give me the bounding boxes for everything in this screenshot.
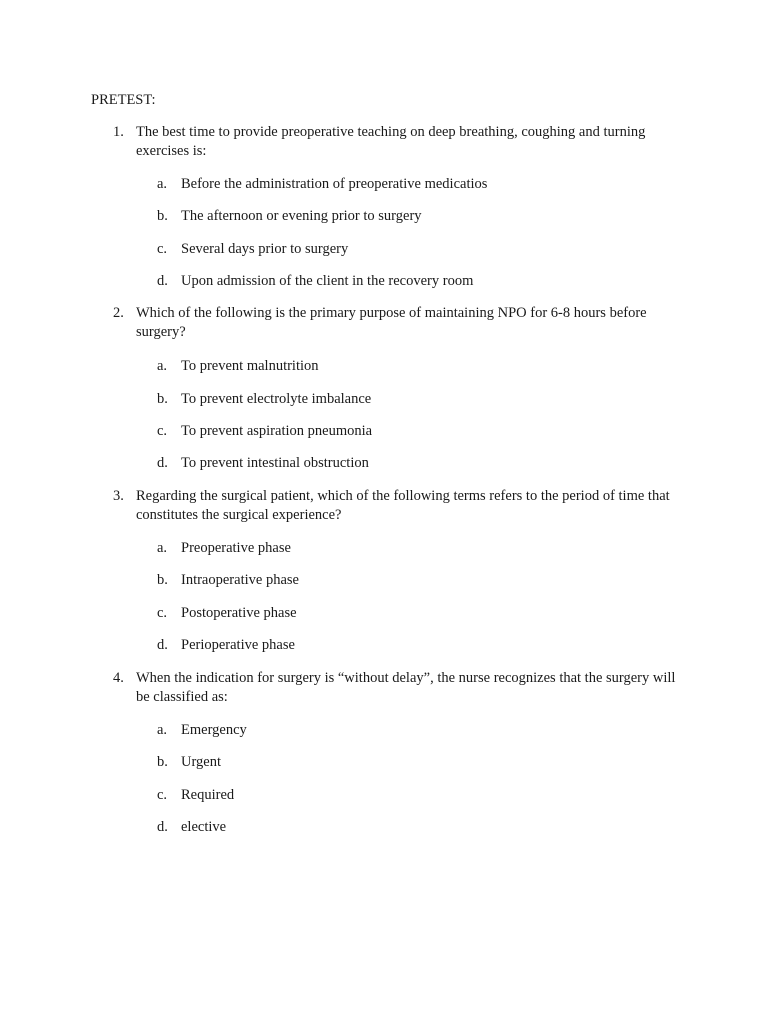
option-letter: d.: [157, 455, 168, 471]
option-letter: c.: [157, 605, 168, 621]
option-text: Emergency: [181, 722, 247, 738]
option-letter: b.: [157, 208, 168, 224]
question-number: 1.: [113, 124, 124, 140]
option-text: Several days prior to surgery: [181, 241, 349, 257]
question-text: The best time to provide preoperative teaching on deep breathing, coughing and turning exercises is:: [136, 124, 646, 159]
option-text: Postoperative phase: [181, 605, 297, 621]
question-number: 4.: [113, 670, 124, 686]
option-letter: b.: [157, 391, 168, 407]
page-title: PRETEST:: [91, 92, 156, 108]
option-letter: d.: [157, 637, 168, 653]
option-letter: c.: [157, 787, 168, 803]
option-letter: a.: [157, 540, 168, 556]
question-number: 2.: [113, 305, 124, 321]
option-text: Intraoperative phase: [181, 572, 299, 588]
option-text: Before the administration of preoperative medicatios: [181, 176, 488, 192]
option-letter: a.: [157, 358, 168, 374]
option-text: Required: [181, 787, 235, 803]
option-text: To prevent electrolyte imbalance: [181, 391, 372, 407]
option-text: Upon admission of the client in the recovery room: [181, 273, 474, 289]
option-text: elective: [181, 819, 227, 835]
option-letter: d.: [157, 819, 168, 835]
option-letter: a.: [157, 176, 168, 192]
option-letter: c.: [157, 241, 168, 257]
option-letter: d.: [157, 273, 168, 289]
option-text: To prevent intestinal obstruction: [181, 455, 369, 471]
option-letter: a.: [157, 722, 168, 738]
option-text: The afternoon or evening prior to surgery: [181, 208, 422, 224]
option-text: To prevent malnutrition: [181, 358, 319, 374]
question-text: When the indication for surgery is “without delay”, the nurse recognizes that the surgery will be classified as:: [136, 670, 676, 705]
option-letter: b.: [157, 572, 168, 588]
option-text: To prevent aspiration pneumonia: [181, 423, 373, 439]
question-text: Which of the following is the primary purpose of maintaining NPO for 6-8 hours before surgery?: [136, 305, 647, 340]
option-text: Preoperative phase: [181, 540, 291, 556]
option-text: Perioperative phase: [181, 637, 295, 653]
option-text: Urgent: [181, 754, 222, 770]
option-letter: b.: [157, 754, 168, 770]
option-letter: c.: [157, 423, 168, 439]
question-text: Regarding the surgical patient, which of the following terms refers to the period of time that constitutes the surgical experience?: [136, 488, 670, 523]
question-number: 3.: [113, 488, 124, 504]
